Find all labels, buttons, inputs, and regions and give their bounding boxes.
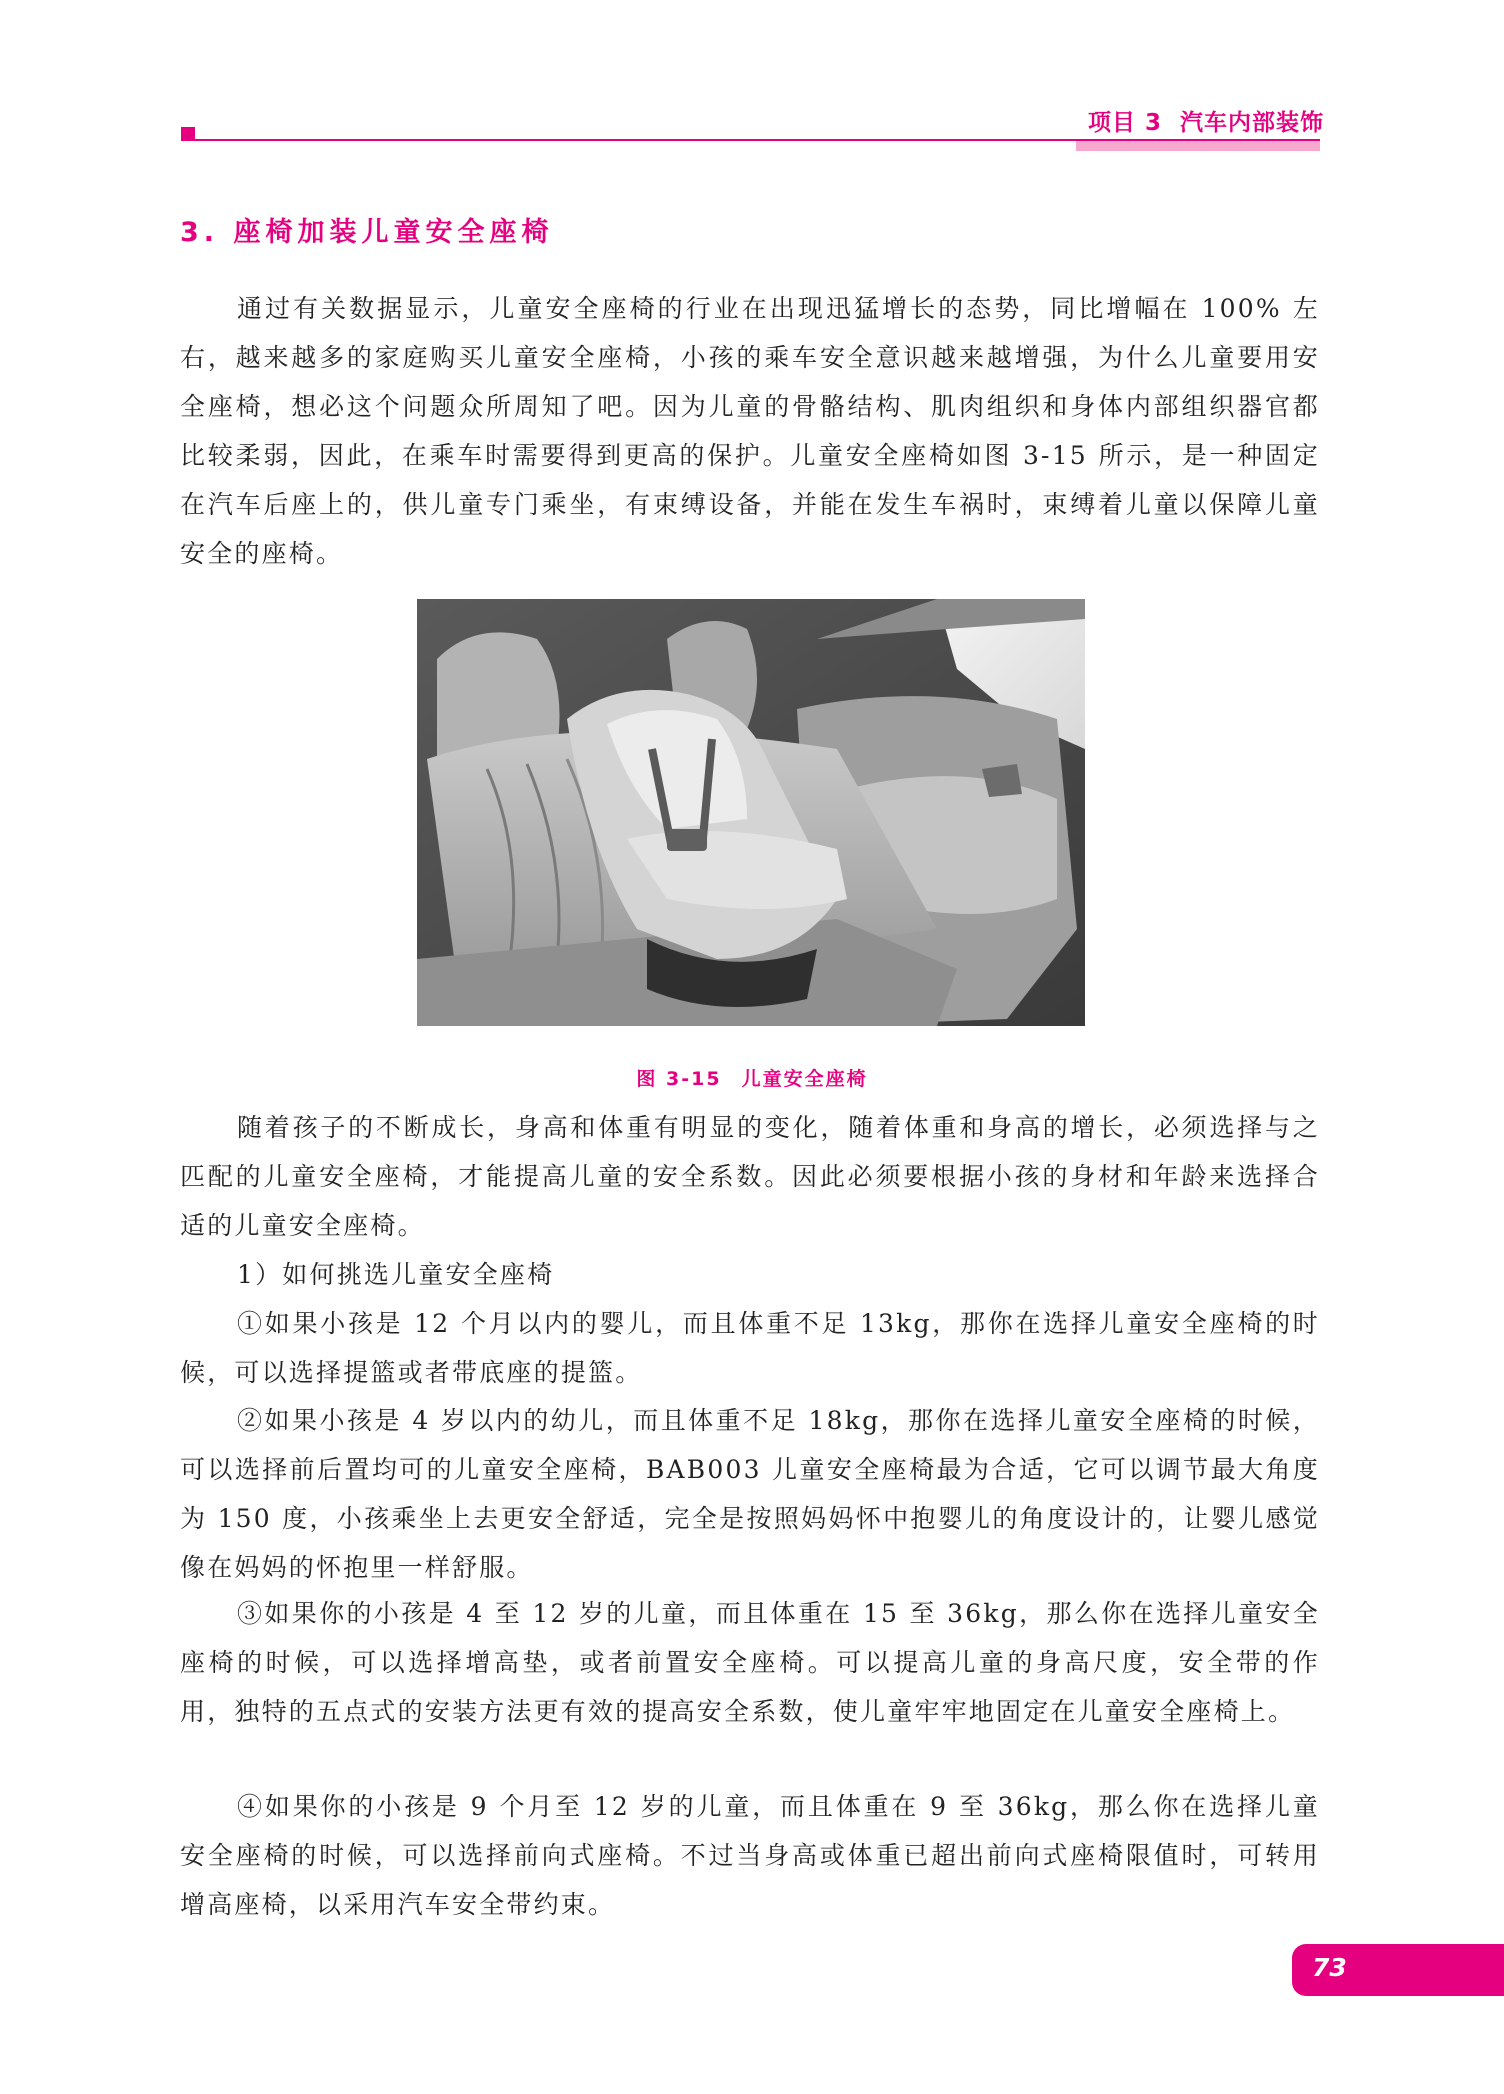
paragraph-intro: 通过有关数据显示，儿童安全座椅的行业在出现迅猛增长的态势，同比增幅在 100% 左右，越来越多的家庭购买儿童安全座椅，小孩的乘车安全意识越来越增强，为什么儿童要用安全座椅，想必这个问题众所周知了吧。因为儿童的骨骼结构、肌肉组织和身体内部组织器官都比较柔弱，因此，在乘车时需要得到更高的保护。儿童安全座椅如图 3-15 所示，是一种固定在汽车后座上的，供儿童专门乘坐，有束缚设备，并能在发生车祸时，束缚着儿童以保障儿童安全的座椅。 — [180, 294, 1320, 568]
paragraph-growth: 随着孩子的不断成长，身高和体重有明显的变化，随着体重和身高的增长，必须选择与之匹配的儿童安全座椅，才能提高儿童的安全系数。因此必须要根据小孩的身材和年龄来选择合适的儿童安全座椅。 — [180, 1113, 1320, 1240]
header-chapter: 汽车内部装饰 — [1180, 110, 1324, 136]
paragraph-option-4: ④如果你的小孩是 9 个月至 12 岁的儿童，而且体重在 9 至 36kg，那么你在选择儿童安全座椅的时候，可以选择前向式座椅。不过当身高或体重已超出前向式座椅限值时，可转用增高座椅，以采用汽车安全带约束。 — [180, 1792, 1320, 1919]
child-seat-photo — [417, 599, 1085, 1026]
header-project: 项目 3 — [1087, 110, 1162, 136]
figure-number: 图 3-15 — [636, 1068, 722, 1090]
paragraph-option-1: ①如果小孩是 12 个月以内的婴儿，而且体重不足 13kg，那你在选择儿童安全座椅的时候，可以选择提篮或者带底座的提篮。 — [180, 1309, 1320, 1387]
page-number: 73 — [1312, 1953, 1347, 1982]
figure-caption — [0, 1064, 1504, 1091]
child-seat-illustration — [417, 599, 1085, 1026]
header-accent-bar — [1076, 141, 1320, 151]
subheading-how-to-choose: 1）如何挑选儿童安全座椅 — [237, 1260, 555, 1289]
running-header — [1088, 104, 1324, 137]
section-heading: 3. 座椅加装儿童安全座椅 — [180, 217, 554, 248]
paragraph-option-3: ③如果你的小孩是 4 至 12 岁的儿童，而且体重在 15 至 36kg，那么你在选择儿童安全座椅的时候，可以选择增高垫，或者前置安全座椅。可以提高儿童的身高尺度，安全带的作用，独特的五点式的安装方法更有效的提高安全系数，使儿童牢牢地固定在儿童安全座椅上。 — [180, 1599, 1320, 1726]
header-square-marker — [181, 127, 195, 141]
figure-caption-text: 儿童安全座椅 — [741, 1068, 868, 1090]
page-number-tab — [1292, 1944, 1504, 1996]
paragraph-option-2: ②如果小孩是 4 岁以内的幼儿，而且体重不足 18kg，那你在选择儿童安全座椅的时候，可以选择前后置均可的儿童安全座椅，BAB003 儿童安全座椅最为合适，它可以调节最大角度为 150 度，小孩乘坐上去更安全舒适，完全是按照妈妈怀中抱婴儿的角度设计的，让婴儿感觉像在妈妈的怀抱里一样舒服。 — [180, 1406, 1320, 1582]
